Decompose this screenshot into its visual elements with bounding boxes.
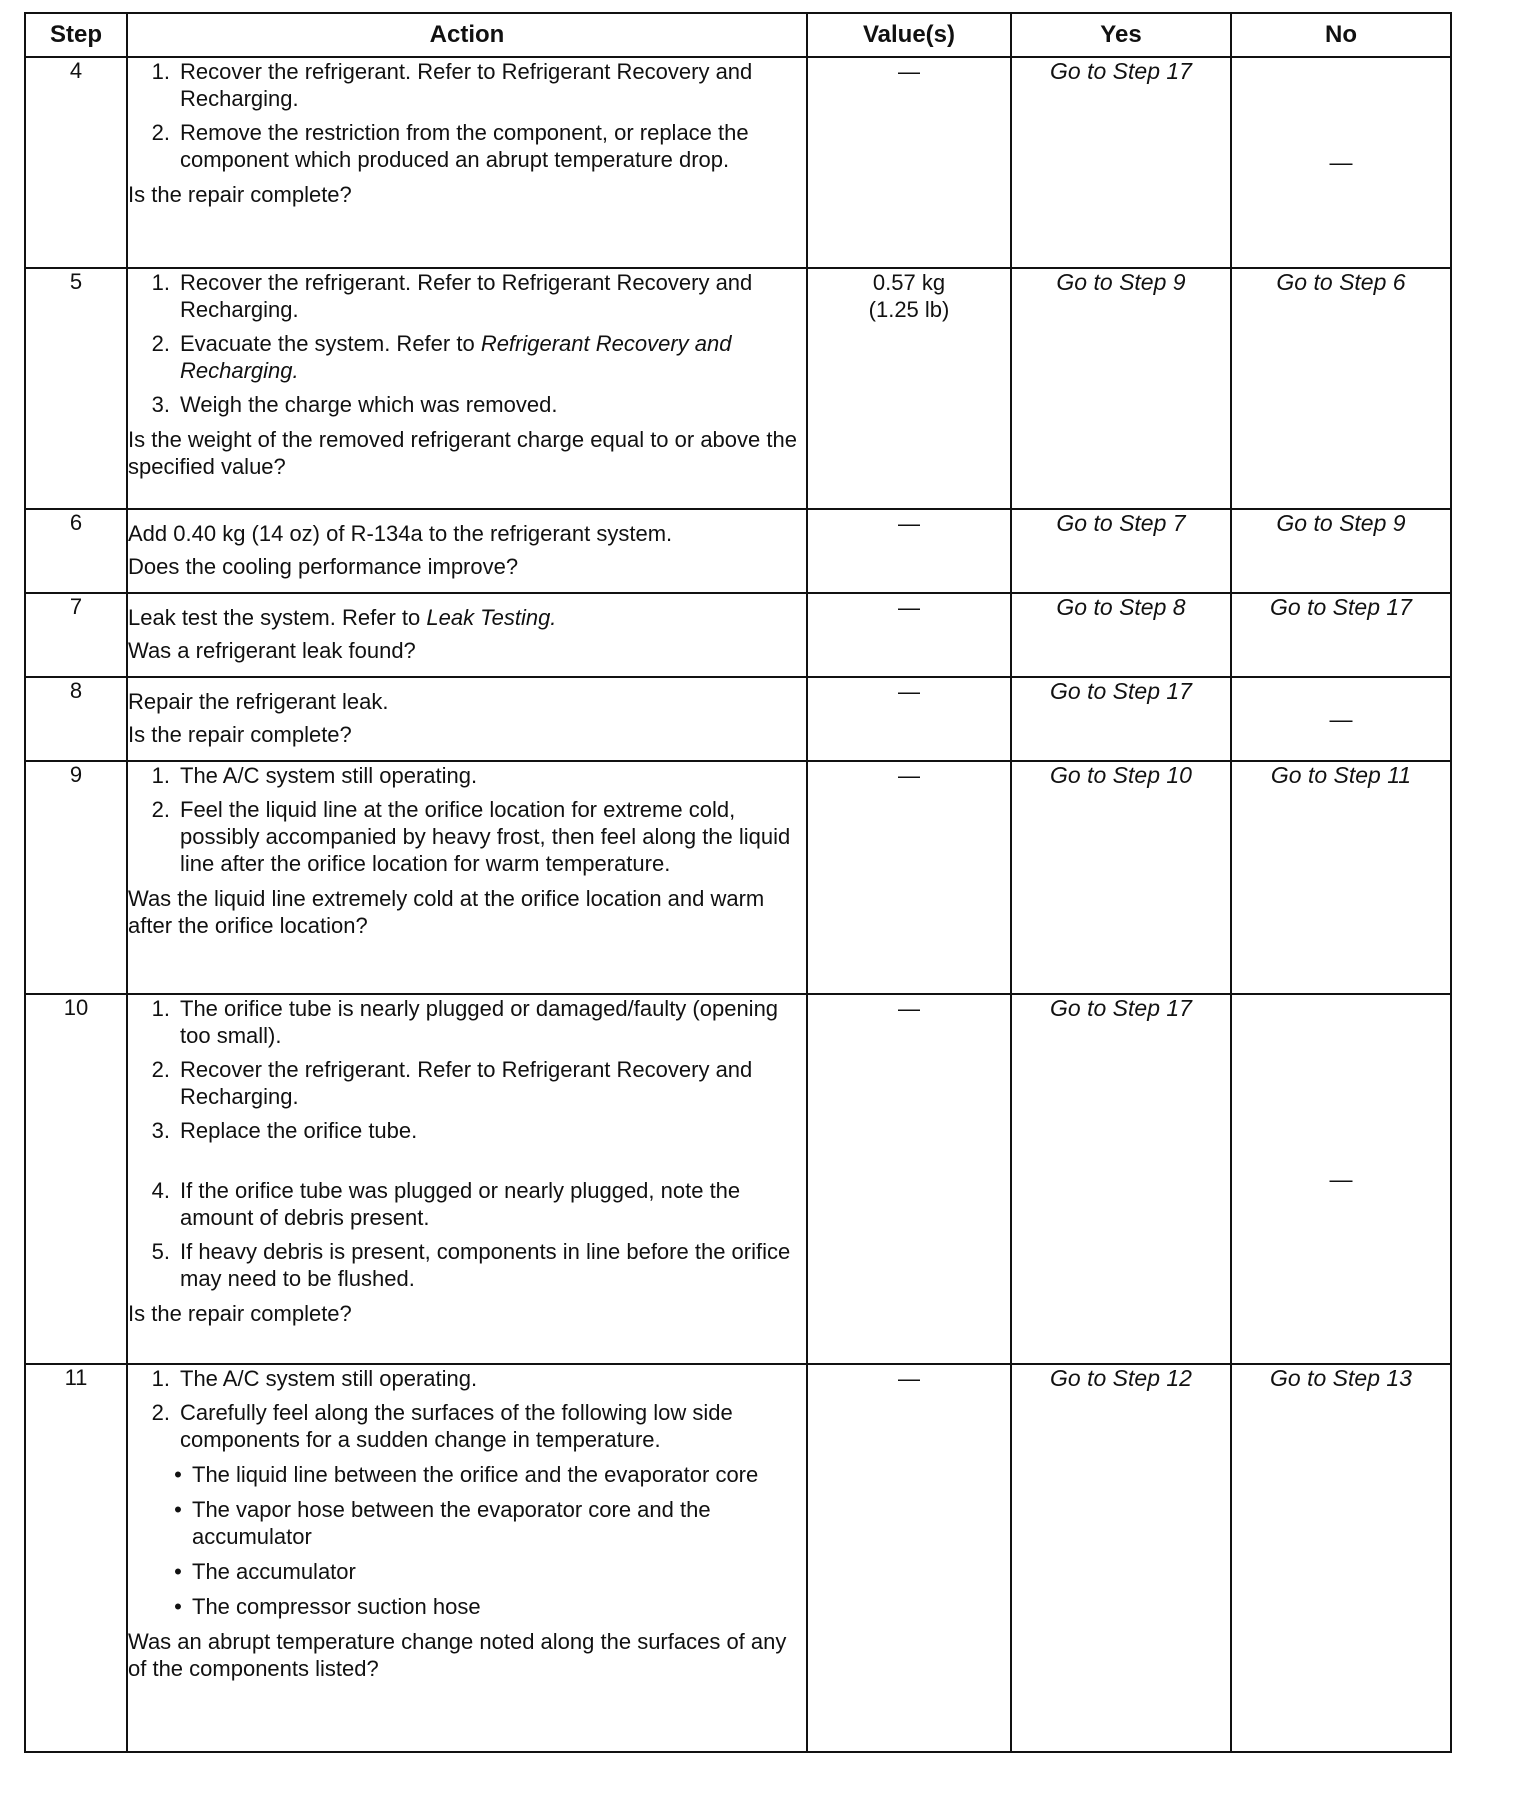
table-row xyxy=(25,1364,1451,1752)
action-item: Recover the refrigerant. Refer to Refrigerant Recovery and Recharging. xyxy=(180,270,753,322)
header-action: Action xyxy=(127,13,807,57)
step-number: 7 xyxy=(25,593,127,677)
table-row xyxy=(25,593,1451,677)
action-cell: 1. The A/C system still operating. 2. Carefully feel along the surfaces of the following low side components for a sudden change in temperature. • The liquid line between the orifice and the evaporator core • The vapor hose between the evaporator core and the accumulator • The accumulator • The compressor suction hose Was an abrupt temperature change noted along the surfaces of any of the components listed? xyxy=(127,1364,807,1752)
yes-cell: Go to Step 7 xyxy=(1011,509,1231,593)
yes-cell: Go to Step 10 xyxy=(1011,761,1231,994)
step-number: 5 xyxy=(25,268,127,509)
action-item: Remove the restriction from the component, or replace the component which produced an abrupt temperature drop. xyxy=(180,120,749,172)
step-number: 10 xyxy=(25,994,127,1364)
value-metric: 0.57 kg xyxy=(872,270,946,295)
action-line: Repair the refrigerant leak. xyxy=(128,689,389,714)
table-row xyxy=(25,268,1451,509)
action-item: Recover the refrigerant. Refer to Refrigerant Recovery and Recharging. xyxy=(180,1057,753,1109)
table-row xyxy=(25,761,1451,994)
action-question: Does the cooling performance improve? xyxy=(128,554,519,579)
reference-link-text: Leak Testing. xyxy=(426,605,557,630)
action-item: The orifice tube is nearly plugged or damaged/faulty (opening too small). xyxy=(180,996,779,1048)
value-cell: — xyxy=(807,593,1011,677)
value-cell: — xyxy=(807,509,1011,593)
component-bullet: The vapor hose between the evaporator core and the accumulator xyxy=(192,1497,711,1549)
value-cell: — xyxy=(807,994,1011,1364)
value-cell: — xyxy=(807,1364,1011,1752)
table-row xyxy=(25,994,1451,1364)
value-cell: — xyxy=(807,677,1011,761)
action-cell: 1. The orifice tube is nearly plugged or damaged/faulty (opening too small). 2. Recover the refrigerant. Refer to Refrigerant Recovery and Recharging. 3. Replace the orifice tube. 4. If the orifice tube was plugged or nearly plugged, note the amount of debris present. 5. If heavy debris is present, components in line before the orifice may need to be flushed. Is the repair complete? xyxy=(127,994,807,1364)
no-cell: Go to Step 9 xyxy=(1231,509,1451,593)
action-item: Weigh the charge which was removed. xyxy=(180,392,558,417)
step-number: 8 xyxy=(25,677,127,761)
header-values: Value(s) xyxy=(807,13,1011,57)
no-cell: Go to Step 11 xyxy=(1231,761,1451,994)
action-question: Is the repair complete? xyxy=(128,1301,352,1326)
no-cell: — xyxy=(1231,677,1451,761)
header-step: Step xyxy=(25,13,127,57)
action-item: Replace the orifice tube. xyxy=(180,1118,418,1143)
no-cell: Go to Step 17 xyxy=(1231,593,1451,677)
table-row xyxy=(25,57,1451,268)
no-cell: — xyxy=(1231,994,1451,1364)
component-bullet: The liquid line between the orifice and the evaporator core xyxy=(192,1462,759,1487)
action-question: Was the liquid line extremely cold at the orifice location and warm after the orifice location? xyxy=(128,886,765,938)
action-cell: 1. Recover the refrigerant. Refer to Refrigerant Recovery and Recharging. 2. Evacuate the system. Refer to Refrigerant Recovery and Recharging. 3. Weigh the charge which was removed. Is the weight of the removed refrigerant charge equal to or above the specified value? xyxy=(127,268,807,509)
value-cell xyxy=(807,268,1011,509)
no-cell: Go to Step 13 xyxy=(1231,1364,1451,1752)
yes-cell: Go to Step 12 xyxy=(1011,1364,1231,1752)
header-yes: Yes xyxy=(1011,13,1231,57)
action-cell xyxy=(127,677,807,761)
step-number: 9 xyxy=(25,761,127,994)
action-item: Feel the liquid line at the orifice location for extreme cold, possibly accompanied by heavy frost, then feel along the liquid line after the orifice location for warm temperature. xyxy=(180,797,791,876)
action-item: The A/C system still operating. xyxy=(180,1366,478,1391)
action-cell xyxy=(127,509,807,593)
table-row xyxy=(25,509,1451,593)
header-no: No xyxy=(1231,13,1451,57)
value-imperial: (1.25 lb) xyxy=(868,297,950,322)
no-cell: Go to Step 6 xyxy=(1231,268,1451,509)
action-item: Evacuate the system. Refer to xyxy=(180,331,481,356)
reference-link-text: Refrigerant Recovery and Recharging. xyxy=(180,331,732,383)
header-row xyxy=(25,13,1451,57)
yes-cell: Go to Step 9 xyxy=(1011,268,1231,509)
component-bullet: The accumulator xyxy=(192,1559,356,1584)
step-number: 11 xyxy=(25,1364,127,1752)
table-row xyxy=(25,677,1451,761)
action-question: Is the weight of the removed refrigerant charge equal to or above the specified value? xyxy=(128,427,797,479)
value-cell: — xyxy=(807,761,1011,994)
yes-cell: Go to Step 17 xyxy=(1011,994,1231,1364)
action-item: The A/C system still operating. xyxy=(180,763,478,788)
no-cell: — xyxy=(1231,57,1451,268)
action-question: Is the repair complete? xyxy=(128,722,352,747)
action-cell: 1. The A/C system still operating. 2. Feel the liquid line at the orifice location for extreme cold, possibly accompanied by heavy frost, then feel along the liquid line after the orifice location for warm temperature. Was the liquid line extremely cold at the orifice location and warm after the orifice location? xyxy=(127,761,807,994)
action-cell: 1. Recover the refrigerant. Refer to Refrigerant Recovery and Recharging. 2. Remove the restriction from the component, or replace the component which produced an abrupt temperature drop. Is the repair complete? xyxy=(127,57,807,268)
yes-cell: Go to Step 8 xyxy=(1011,593,1231,677)
action-cell xyxy=(127,593,807,677)
action-question: Was an abrupt temperature change noted along the surfaces of any of the components listed? xyxy=(128,1629,787,1681)
action-item: Carefully feel along the surfaces of the following low side components for a sudden change in temperature. xyxy=(180,1400,733,1452)
action-line: Add 0.40 kg (14 oz) of R-134a to the refrigerant system. xyxy=(128,521,673,546)
yes-cell: Go to Step 17 xyxy=(1011,57,1231,268)
action-line: Leak test the system. Refer to xyxy=(128,605,427,630)
diagnostic-table xyxy=(24,12,1452,1753)
step-number: 4 xyxy=(25,57,127,268)
component-bullet: The compressor suction hose xyxy=(192,1594,481,1619)
action-item: Recover the refrigerant. Refer to Refrigerant Recovery and Recharging. xyxy=(180,59,753,111)
yes-cell: Go to Step 17 xyxy=(1011,677,1231,761)
action-question: Is the repair complete? xyxy=(128,182,352,207)
step-number: 6 xyxy=(25,509,127,593)
action-question: Was a refrigerant leak found? xyxy=(128,638,416,663)
value-cell: — xyxy=(807,57,1011,268)
action-item: If heavy debris is present, components in line before the orifice may need to be flushed. xyxy=(180,1239,791,1291)
action-item: If the orifice tube was plugged or nearly plugged, note the amount of debris present. xyxy=(180,1178,741,1230)
